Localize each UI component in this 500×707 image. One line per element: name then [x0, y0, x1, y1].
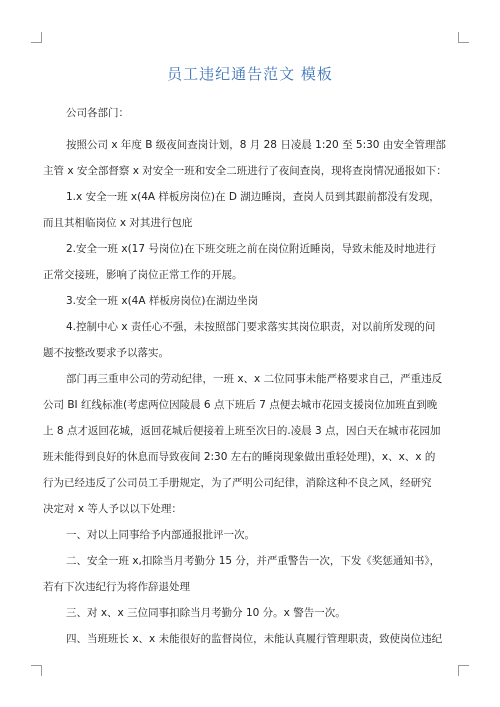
body-line: 行为已经违反了公司员工手册规定，为了严明公司纪律，消除这种不良之风，经研究 — [43, 477, 432, 489]
salutation-line: 公司各部门： — [66, 107, 129, 119]
body-line: 决定对 x 等人予以以下处理： — [43, 503, 182, 515]
body-line: 公司 BI 红线标准(考虑两位因陵晨 6 点下班后 7 点便去城市花园支援岗位加班直到晚 — [43, 399, 438, 411]
body-line: 若有下次违纪行为将作辞退处理 — [43, 581, 190, 593]
body-line: 按照公司 x 年度 B 级夜间查岗计划，8 月 28 日凌晨 1:20 至 5:30 由安全管理部 — [66, 139, 446, 151]
body-line: 1.x 安全一班 x(4A 样板房岗位)在 D 湖边睡岗，查岗人员到其跟前都没有发现， — [66, 191, 440, 203]
body-line: 2.安全一班 x(17 号岗位)在下班交班之前在岗位附近睡岗，导致未能及时地进行 — [66, 243, 436, 255]
body-line: 二、安全一班 x,扣除当月考勤分 15 分，并严重警告一次，下发《奖惩通知书》， — [66, 555, 441, 567]
body-line: 4.控制中心 x 责任心不强，未按照部门要求落实其岗位职责，对以前所发现的问 — [66, 321, 436, 333]
body-line: 上 8 点才返回花城，返回花城后便接着上班至次日的.凌晨 3 点，因白天在城市花园加 — [43, 425, 441, 437]
body-line: 部门再三重申公司的劳动纪律，一班 x、x 二位同事未能严格要求自己，严重违反 — [66, 373, 443, 385]
corner-mark-top-left — [31, 32, 42, 43]
body-line: 主管 x 安全部督察 x 对安全一班和安全二班进行了夜间查岗，现将查岗情况通报如下： — [43, 165, 447, 177]
corner-mark-bottom-left — [31, 665, 42, 676]
body-line: 一、对以上同事给予内部通报批评一次。 — [66, 529, 255, 541]
body-line: 题不按整改要求予以落实。 — [43, 347, 169, 359]
body-line: 正常交接班，影响了岗位正常工作的开展。 — [43, 269, 243, 281]
document-title: 员工违纪通告范文 模板 — [167, 65, 333, 83]
body-line: 而且其相临岗位 x 对其进行包庇 — [43, 217, 193, 229]
corner-mark-top-right — [458, 32, 469, 43]
body-line: 四、当班班长 x、x 未能很好的监督岗位，未能认真履行管理职责，致使岗位违纪 — [66, 633, 443, 645]
body-line: 班未能得到良好的休息而导致夜间 2:30 左右的睡岗现象做出重轻处理)，x、x、x 的 — [43, 451, 436, 463]
corner-mark-bottom-right — [458, 665, 469, 676]
body-line: 3.安全一班 x(4A 样板房岗位)在湖边坐岗 — [66, 295, 258, 307]
body-line: 三、对 x、x 三位同事扣除当月考勤分 10 分。x 警告一次。 — [66, 607, 346, 619]
